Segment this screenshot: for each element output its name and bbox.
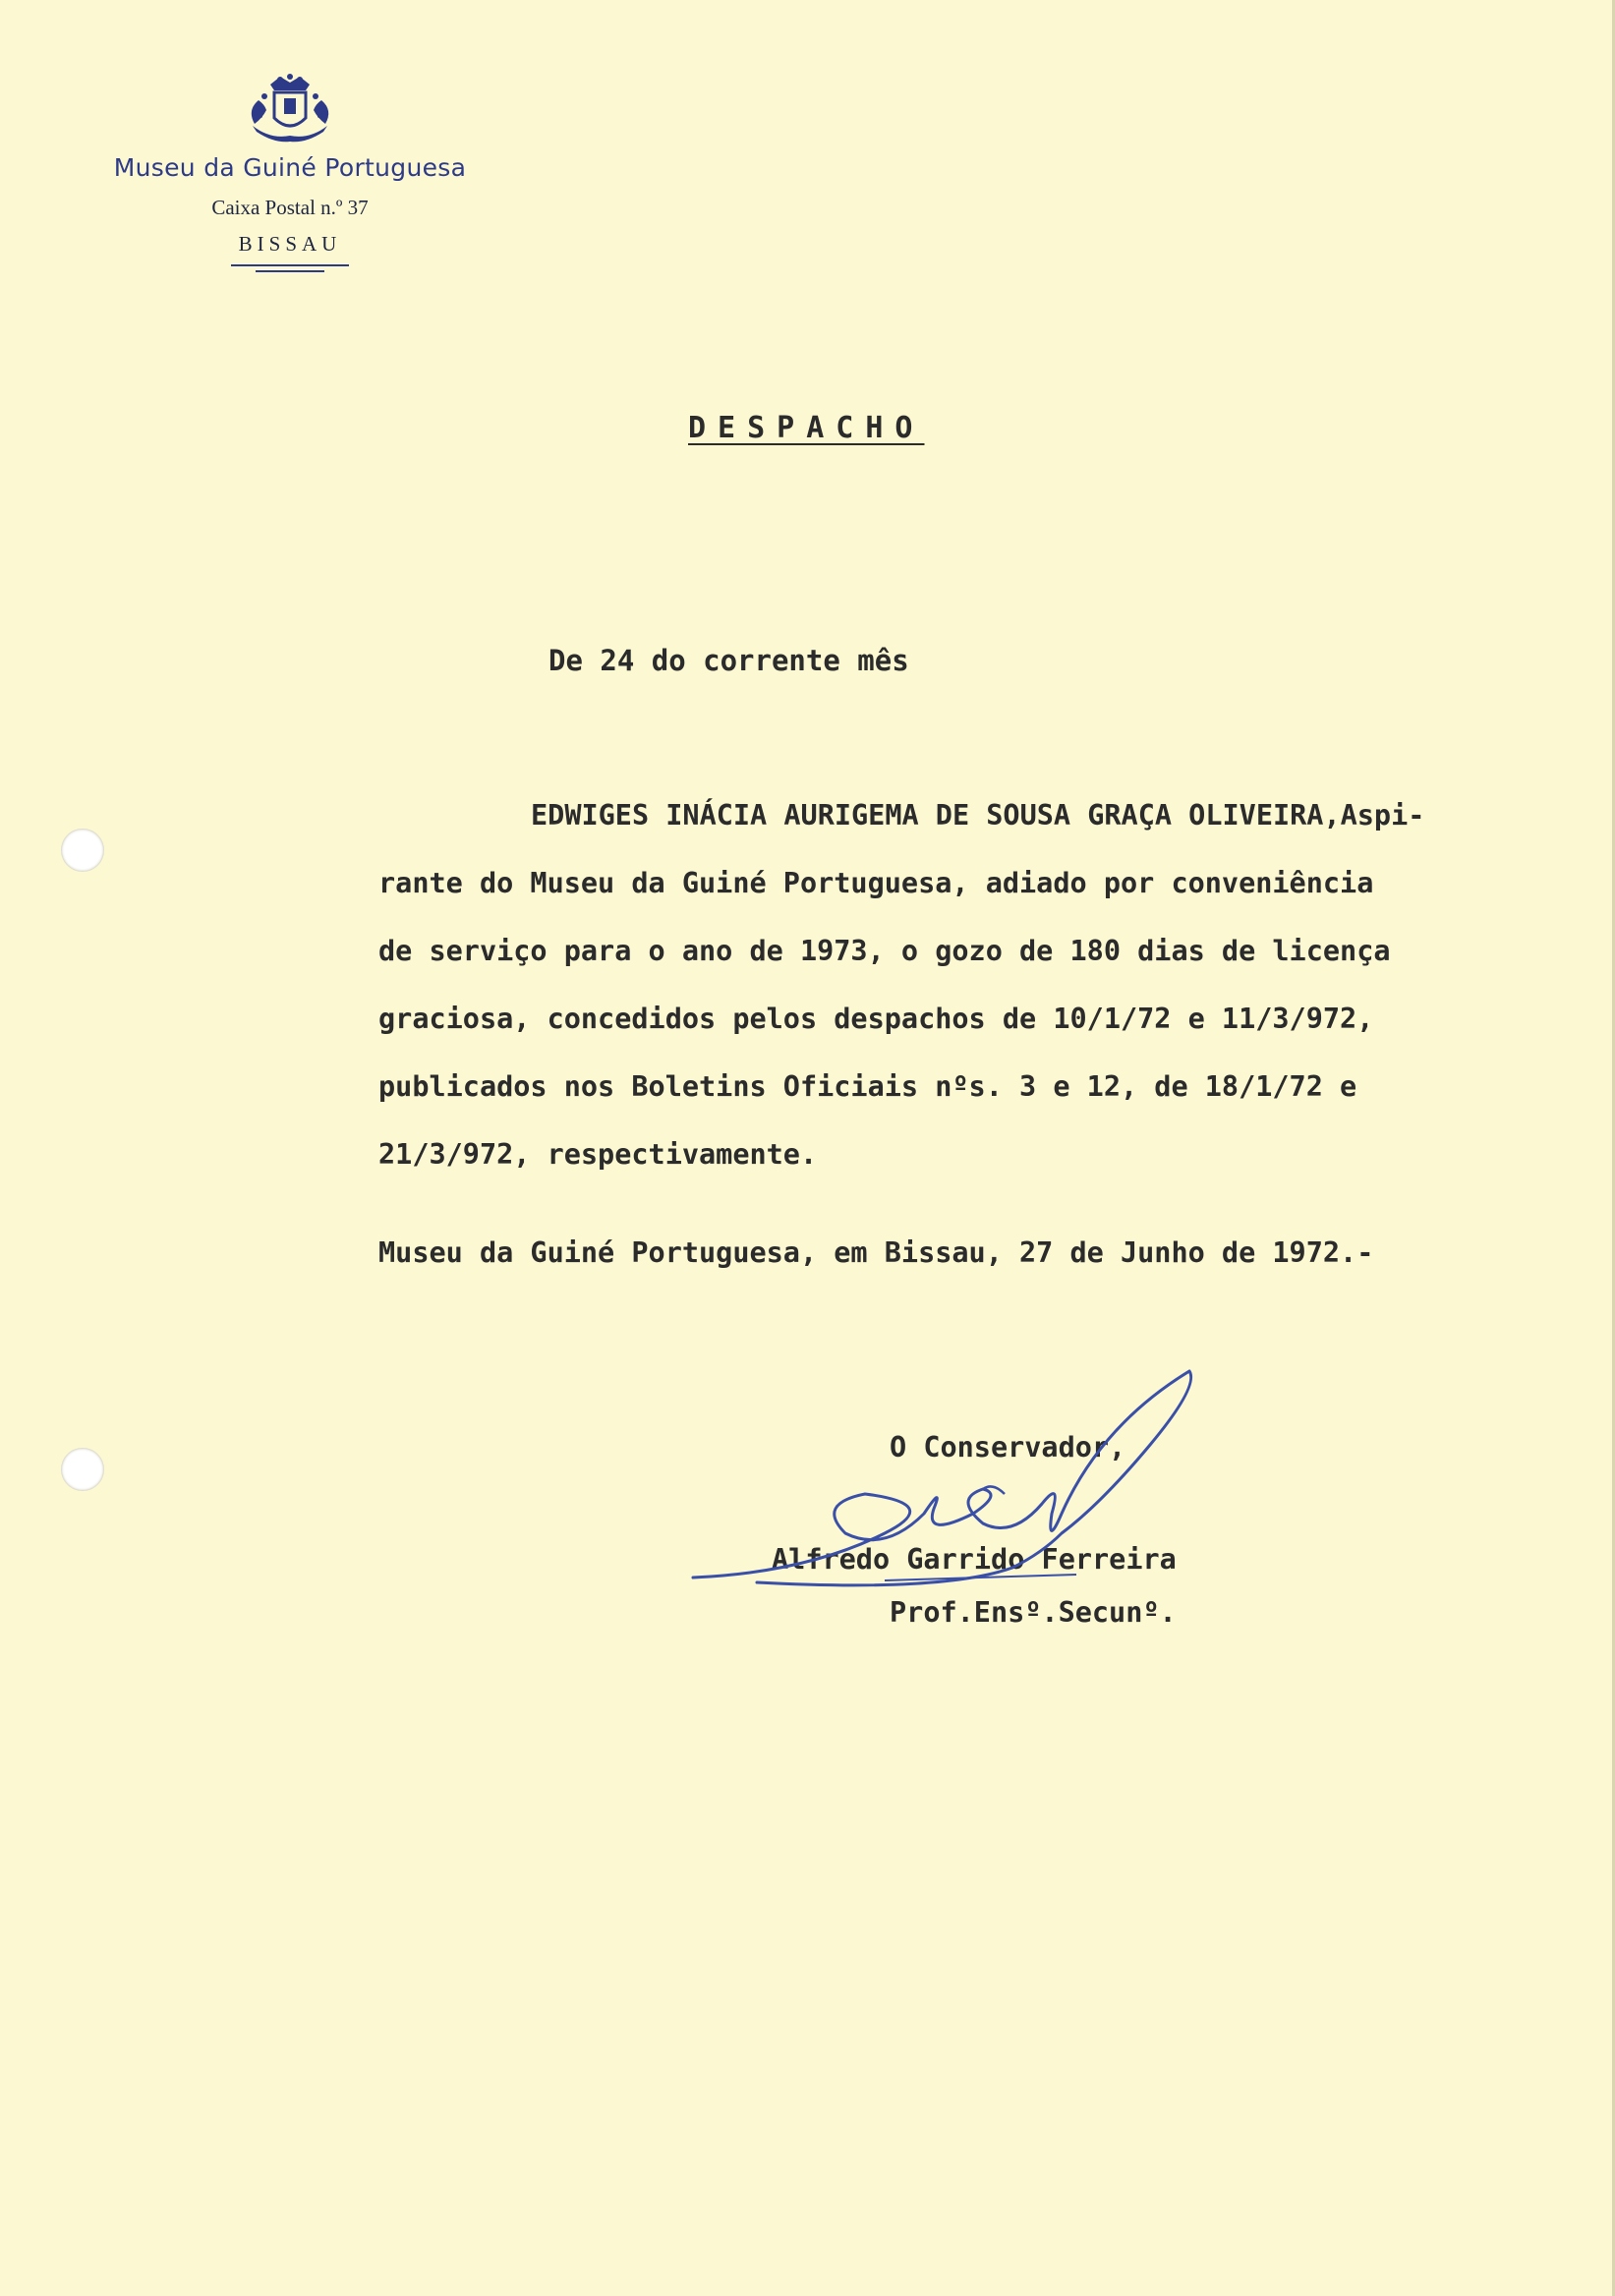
signatory-role: Prof.Ensº.Secunº. <box>890 1596 1177 1629</box>
handwritten-signature <box>688 1366 1219 1602</box>
punch-hole-top <box>61 829 104 872</box>
body-line: EDWIGES INÁCIA AURIGEMA DE SOUSA GRAÇA OLIVEIRA,Aspi- <box>531 799 1425 832</box>
coat-of-arms-icon <box>241 71 339 147</box>
punch-hole-bottom <box>61 1448 104 1491</box>
body-line: 21/3/972, respectivamente. <box>378 1138 818 1171</box>
letterhead-rule-short <box>256 270 324 272</box>
body-line: de serviço para o ano de 1973, o gozo de 180 dias de licença <box>378 935 1391 967</box>
place-date-line: Museu da Guiné Portuguesa, em Bissau, 27 de Junho de 1972.- <box>378 1236 1374 1269</box>
date-line: De 24 do corrente mês <box>548 644 909 677</box>
city: BISSAU <box>238 232 342 256</box>
letterhead-rule <box>231 264 349 266</box>
signatory-name: Alfredo Garrido Ferreira <box>772 1543 1177 1576</box>
body-line: rante do Museu da Guiné Portuguesa, adiado por conveniência <box>378 867 1374 899</box>
document-title: DESPACHO <box>688 411 925 445</box>
signatory-title: O Conservador, <box>890 1431 1126 1464</box>
letterhead <box>69 71 511 272</box>
body-text <box>378 781 1553 1188</box>
body-line: publicados nos Boletins Oficiais nºs. 3 e 12, de 18/1/72 e <box>378 1070 1357 1103</box>
body-line: graciosa, concedidos pelos despachos de 10/1/72 e 11/3/972, <box>378 1003 1374 1035</box>
postal-box: Caixa Postal n.º 37 <box>211 196 369 219</box>
museum-name: Museu da Guiné Portuguesa <box>113 153 467 182</box>
